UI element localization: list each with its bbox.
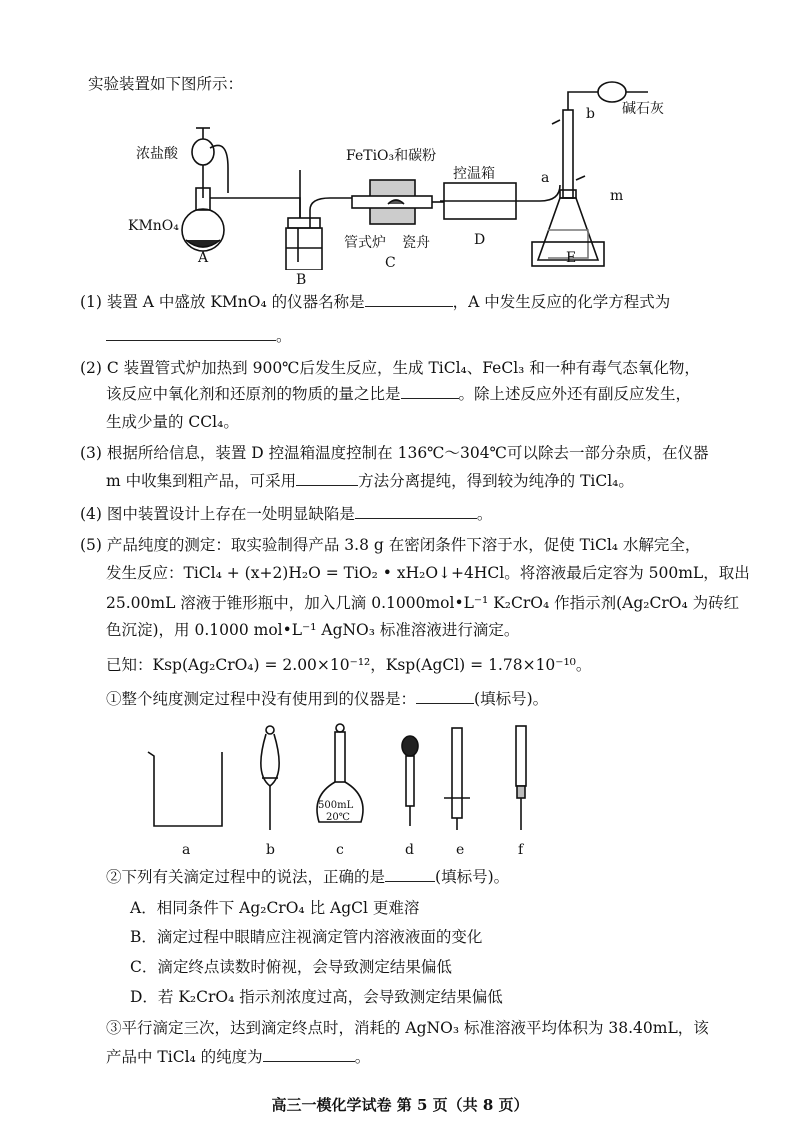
apparatus-diagram <box>0 70 800 270</box>
q5-line1: (5) 产品纯度的测定：取实验制得产品 3.8 g 在密闭条件下溶于水，促使 TiCl₄ 水解完全， <box>80 536 701 554</box>
q4-line <box>80 504 492 524</box>
label-B: B <box>296 272 307 288</box>
label-hcl: 浓盐酸 <box>136 146 178 162</box>
instrument-label-b: b <box>266 842 275 858</box>
dropper-icon <box>402 736 418 826</box>
q2-text-b: 。除上述反应外还有副反应发生， <box>458 385 692 403</box>
q5-sub1-text-b: (填标号)。 <box>474 690 549 708</box>
flask-temp-label: 20℃ <box>326 812 350 823</box>
label-C: C <box>385 255 396 271</box>
separatory-funnel-icon <box>261 726 279 830</box>
q3-text-b: 方法分离提纯，得到较为纯净的 TiCl₄。 <box>358 472 634 490</box>
flask-volume-label: 500mL <box>318 800 354 811</box>
q3-line2 <box>106 471 634 491</box>
q5-sub3-line1: ③平行滴定三次，达到滴定终点时，消耗的 AgNO₃ 标准溶液平均体积为 38.40mL，该 <box>106 1019 709 1037</box>
q5-sub3-text-a: 产品中 TiCl₄ 的纯度为 <box>106 1048 263 1066</box>
label-box: 控温箱 <box>453 166 495 182</box>
q2-line1: (2) C 装置管式炉加热到 900℃后发生反应，生成 TiCl₄、FeCl₃ 和一种有毒气态氧化物， <box>80 359 700 377</box>
label-furnace: 管式炉 <box>344 235 386 251</box>
q2-line2 <box>106 384 691 404</box>
q5-sub2-text-b: (填标号)。 <box>435 868 510 886</box>
q5-line3: 25.00mL 溶液于锥形瓶中，加入几滴 0.1000mol•L⁻¹ K₂CrO₄ 作指示剂(Ag₂CrO₄ 为砖红 <box>106 594 740 612</box>
instrument-label-e: e <box>456 842 465 858</box>
q4-blank-defect[interactable] <box>355 504 477 519</box>
acid-burette-icon <box>444 728 470 830</box>
q3-blank-method[interactable] <box>296 471 358 486</box>
q2-blank-ratio[interactable] <box>401 384 459 399</box>
instrument-label-a: a <box>182 842 191 858</box>
q4-text-a: (4) 图中装置设计上存在一处明显缺陷是 <box>80 505 355 523</box>
option-A: A．相同条件下 Ag₂CrO₄ 比 AgCl 更难溶 <box>130 899 420 917</box>
label-m: m <box>610 188 624 204</box>
label-b: b <box>586 106 595 122</box>
q5-sub3-text-c: 。 <box>354 1048 371 1066</box>
option-D: D．若 K₂CrO₄ 指示剂浓度过高，会导致测定结果偏低 <box>130 988 503 1006</box>
q5-line2: 发生反应：TiCl₄ + (x+2)H₂O = TiO₂ • xH₂O↓+4HCl。将溶液最后定容为 500mL，取出 <box>106 564 750 582</box>
label-soda: 碱石灰 <box>622 101 664 117</box>
q5-sub2 <box>106 867 509 887</box>
q1-text-end: 。 <box>276 327 292 345</box>
instrument-label-d: d <box>405 842 414 858</box>
label-E: E <box>566 250 577 266</box>
basic-burette-icon <box>516 726 526 830</box>
q5-line4: 色沉淀)，用 0.1000 mol•L⁻¹ AgNO₃ 标准溶液进行滴定。 <box>106 621 520 639</box>
q2-line3: 生成少量的 CCl₄。 <box>106 413 239 431</box>
q3-line1: (3) 根据所给信息，装置 D 控温箱温度控制在 136℃～304℃可以除去一部分杂质，在仪器 <box>80 444 709 462</box>
intro-text: 实验装置如下图所示： <box>88 75 244 93</box>
q2-text-a: 该反应中氧化剂和还原剂的物质的量之比是 <box>106 385 401 403</box>
label-D: D <box>474 232 486 248</box>
option-B: B．滴定过程中眼睛应注视滴定管内溶液液面的变化 <box>130 928 483 946</box>
q1-line1 <box>80 292 670 312</box>
instrument-label-c: c <box>336 842 344 858</box>
q5-sub1-text-a: ①整个纯度测定过程中没有使用到的仪器是： <box>106 690 417 708</box>
beaker-icon <box>148 752 222 826</box>
q5-sub3-line2 <box>106 1047 370 1067</box>
label-A: A <box>198 250 209 266</box>
q1-blank-name[interactable] <box>365 292 453 307</box>
q5-sub1-blank[interactable] <box>416 689 474 704</box>
instruments-diagram <box>0 722 800 832</box>
q5-sub2-blank[interactable] <box>385 867 435 882</box>
q5-sub2-text-a: ②下列有关滴定过程中的说法，正确的是 <box>106 868 386 886</box>
label-a: a <box>541 170 550 186</box>
q5-known: 已知：Ksp(Ag₂CrO₄) = 2.00×10⁻¹²，Ksp(AgCl) = 1.78×10⁻¹⁰。 <box>106 656 592 674</box>
label-fetio3: FeTiO₃和碳粉 <box>346 148 437 164</box>
q3-text-a: m 中收集到粗产品，可采用 <box>106 472 297 490</box>
q1-line2 <box>106 326 292 346</box>
label-kmno4: KMnO₄ <box>128 218 179 234</box>
q1-text-a: (1) 装置 A 中盛放 KMnO₄ 的仪器名称是 <box>80 293 365 311</box>
instrument-label-f: f <box>518 842 524 858</box>
q4-text-b: 。 <box>476 505 493 523</box>
q1-blank-equation[interactable] <box>106 326 276 341</box>
option-C: C．滴定终点读数时俯视，会导致测定结果偏低 <box>130 958 452 976</box>
label-boat: 瓷舟 <box>402 235 430 251</box>
q5-sub3-blank[interactable] <box>263 1047 355 1062</box>
q5-sub1 <box>106 689 548 709</box>
q1-text-b: ，A 中发生反应的化学方程式为 <box>452 293 671 311</box>
page-footer: 高三一模化学试卷 第 5 页（共 8 页） <box>271 1096 529 1114</box>
